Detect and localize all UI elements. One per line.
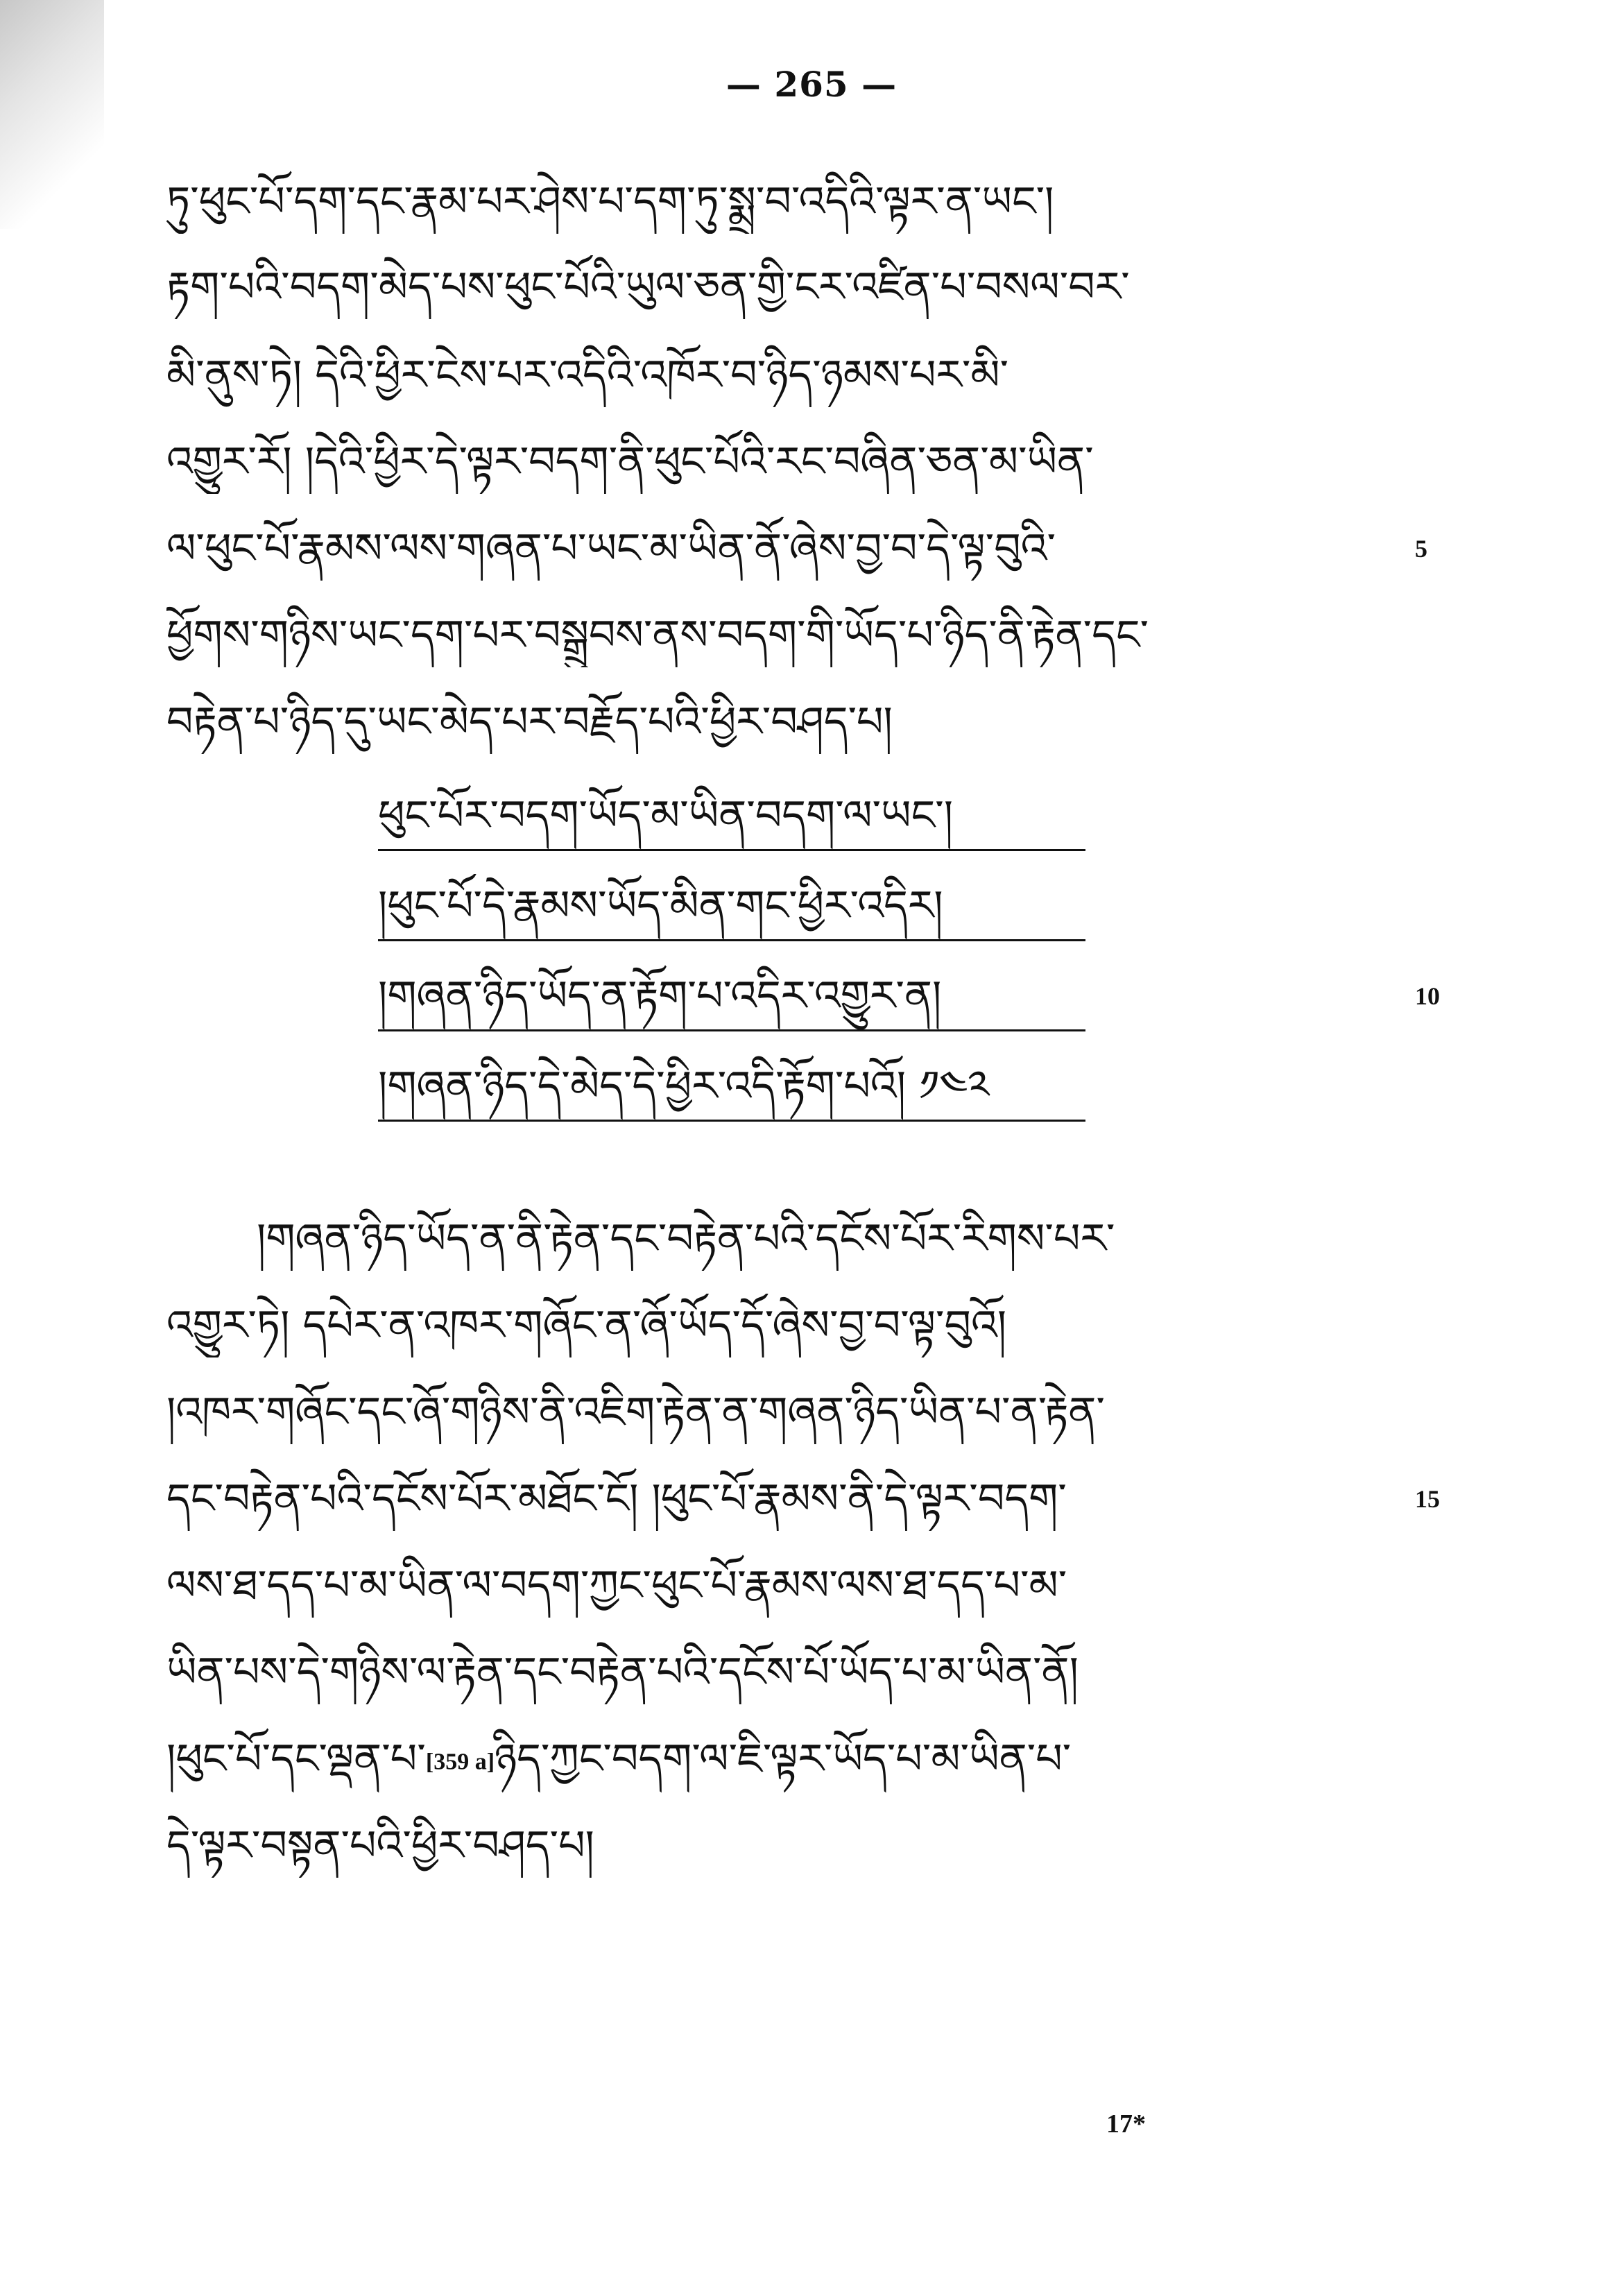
prose-line-6: ཕྱོགས་གཉིས་ཡང་དག་པར་བསྒྲུབས་ནས་བདག་གི་ཡོད་པ་ཉིད་ནི་རྟེན་དང་ [166,611,1149,660]
prose-line-2: རྟག་པའི་བདག་མེད་པས་ཕུང་པོའི་ཡུལ་ཅན་གྱི་ངར་འཛིན་པ་བསལ་བར་ [166,263,1130,311]
prose-line-15: དེ་ལྟར་བསྟན་པའི་ཕྱིར་བཤད་པ། [166,1822,594,1870]
verse-line-1: ཕུང་པོར་བདག་ཡོད་མ་ཡིན་བདག་ལ་ཡང་། [378,784,1085,851]
prose-line-7: བརྟེན་པ་ཉིད་དུ་ཡང་མེད་པར་བརྗོད་པའི་ཕྱིར་བཤད་པ། [166,698,893,746]
prose-line-5: ལ་ཕུང་པོ་རྣམས་ལས་གཞན་པ་ཡང་མ་ཡིན་ནོ་ཞེས་བྱ་བ་དེ་ལྟ་བུའི་ [166,524,1056,573]
prose-line-3: མི་ནུས་ཏེ། དེའི་ཕྱིར་ངེས་པར་འདིའི་འཁོར་བ་ཉིད་ཉམས་པར་མི་ [166,351,1009,400]
page-number: — 265 — [725,64,898,105]
scan-edge-shadow [0,0,104,229]
prose-line-10: །འཁར་གཞོང་དང་ཞོ་གཉིས་ནི་འཇིག་རྟེན་ན་གཞན་ཉིད་ཡིན་པ་ན་རྟེན་ [166,1388,1105,1437]
verse-line-4: །གཞན་ཉིད་དེ་མེད་དེ་ཕྱིར་འདི་རྟོག་པའོ། ༡༤༢ [378,1054,1085,1122]
prose-line-4: འགྱུར་རོ། །དེའི་ཕྱིར་དེ་ལྟར་བདག་ནི་ཕུང་པོའི་རང་བཞིན་ཅན་མ་ཡིན་ [166,438,1094,486]
verse-line-3: །གཞན་ཉིད་ཡོད་ན་རྟོག་པ་འདིར་འགྱུར་ན། [378,964,1085,1031]
verse-line-2: །ཕུང་པོ་དེ་རྣམས་ཡོད་མིན་གང་ཕྱིར་འདིར། [378,874,1085,941]
prose-line-14 [166,1727,1387,1794]
prose-line-12: ལས་ཐ་དད་པ་མ་ཡིན་ལ་བདག་ཀྱང་ཕུང་པོ་རྣམས་ལས་ཐ་དད་པ་མ་ [166,1561,1067,1610]
line-number-10: 10 [1415,982,1440,1010]
prose-line-1: ཏུ་ཕུང་པོ་དག་དང་རྣམ་པར་ཤེས་པ་དག་ཏུ་སྨྲ་བ་འདིའི་ལྟར་ན་ཡང་། [166,178,1054,226]
signature-mark: 17* [1106,2109,1146,2139]
folio-reference: [359 a] [425,1749,495,1775]
line-number-5: 5 [1415,535,1427,563]
prose-line-9: འགྱུར་ཏེ། དཔེར་ན་འཁར་གཞོང་ན་ཞོ་ཡོད་དོ་ཞེས་བྱ་བ་ལྟ་བུའོ། [166,1301,1007,1350]
line-number-15: 15 [1415,1485,1440,1513]
prose-line-14-head: །ཕུང་པོ་དང་ལྡན་པ་ [166,1735,426,1783]
prose-line-11: དང་བརྟེན་པའི་དངོས་པོར་མཐོང་ངོ། །ཕུང་པོ་རྣམས་ནི་དེ་ལྟར་བདག་ [166,1475,1067,1523]
prose-line-8: །གཞན་ཉིད་ཡོད་ན་ནི་རྟེན་དང་བརྟེན་པའི་དངོས་པོར་རིགས་པར་ [257,1215,1115,1263]
prose-line-13: ཡིན་པས་དེ་གཉིས་ལ་རྟེན་དང་བརྟེན་པའི་དངོས་པོ་ཡོད་པ་མ་ཡིན་ནོ། [166,1648,1079,1697]
prose-line-14-tail: ཉིད་ཀྱང་བདག་ལ་ཇི་ལྟར་ཡོད་པ་མ་ཡིན་པ་ [495,1735,1072,1783]
